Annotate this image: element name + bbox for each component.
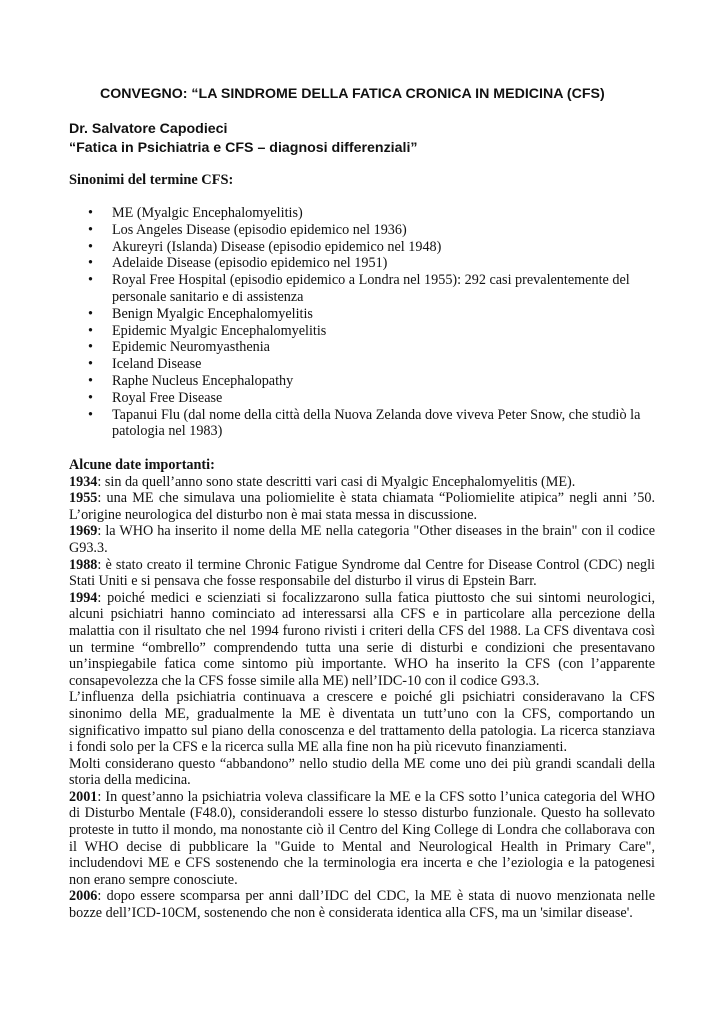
date-text: : è stato creato il termine Chronic Fatigue Syndrome dal Centre for Disease Control (CDC) negli Stati Uniti e si pensava che fosse responsabile del disturbo il virus di Epstein Barr. <box>69 556 655 590</box>
date-text: : poiché medici e scienziati si focalizzarono sulla fatica piuttosto che sui sintomi neurologici, alcuni psichiatri hanno cominciato ad interessarsi alla CFS e in particolare alla percezione della malattia con il risultato che nel 1994 furono rivisti i criteri della CFS del 1988. La CFS diventava così un termine “ombrello” comprendendo tutta una serie di disturbi e condizioni che presentavano un’inspiegabile fatica come sintomo più importante. WHO ha inserito la CFS (con l’apparente consapevolezza che la CFS fosse simile alla ME) nell’IDC-10 con il codice G93.3. <box>69 589 655 689</box>
speaker-block <box>69 120 417 158</box>
date-entry <box>69 557 655 590</box>
list-item: • Tapanui Flu (dal nome della città della Nuova Zelanda dove viveva Peter Snow, che studiò la patologia nel 1983) <box>88 406 641 440</box>
date-entry <box>69 789 655 889</box>
list-item: • Epidemic Myalgic Encephalomyelitis <box>88 322 327 339</box>
bullet-icon: • <box>88 389 93 406</box>
talk-title: “Fatica in Psichiatria e CFS – diagnosi differenziali” <box>69 140 418 156</box>
synonyms-heading: Sinonimi del termine CFS: <box>69 172 234 188</box>
date-text: : una ME che simulava una poliomielite è stata chiamata “Poliomielite atipica” negli anni ’50. L’origine neurologica del disturbo non è mai stata messa in discussione. <box>69 490 655 523</box>
list-item: • Iceland Disease <box>88 356 202 373</box>
date-year: 1969 <box>69 523 98 540</box>
bullet-icon: • <box>88 205 93 221</box>
list-item: • ME (Myalgic Encephalomyelitis) <box>88 205 303 221</box>
dates-heading: Alcune date importanti: <box>69 457 215 473</box>
date-entry <box>69 888 655 921</box>
dates-section <box>69 457 655 922</box>
date-entry <box>69 523 655 556</box>
date-year: 1934 <box>69 473 98 490</box>
date-year: 2001 <box>69 788 98 805</box>
list-item: • Royal Free Hospital (episodio epidemico a Londra nel 1955): 292 casi prevalentemente del personale sanitario e di assistenza <box>88 272 630 305</box>
list-item: • Adelaide Disease (episodio epidemico nel 1951) <box>88 255 388 272</box>
list-item: • Royal Free Disease <box>88 389 223 406</box>
date-text: : dopo essere scomparsa per anni dall’IDC del CDC, la ME è stata di nuovo menzionata nelle bozze dell’ICD-10CM, sostenendo che non è considerata identica alla CFS, ma un 'similar disease'. <box>69 888 655 922</box>
conference-title: CONVEGNO: “LA SINDROME DELLA FATICA CRONICA IN MEDICINA (CFS) <box>100 86 605 102</box>
bullet-icon: • <box>88 322 93 339</box>
paragraph-text: Molti considerano questo “abbandono” nello studio della ME come uno dei più grandi scandali della storia della medicina. <box>69 755 655 789</box>
bullet-icon: • <box>88 255 93 272</box>
date-entry <box>69 474 655 491</box>
list-item: • Raphe Nucleus Encephalopathy <box>88 372 294 389</box>
date-text: : la WHO ha inserito il nome della ME nella categoria "Other diseases in the brain" con il codice G93.3. <box>69 523 655 556</box>
list-item: • Epidemic Neuromyasthenia <box>88 339 270 356</box>
bullet-icon: • <box>88 356 93 373</box>
paragraph-text: L’influenza della psichiatria continuava a crescere e poiché gli psichiatri consideravano la CFS sinonimo della ME, gradualmente la ME è diventata un tutt’uno con la CFS, comportando un significativo impatto sul piano della conoscenza e del trattamento della patologia. La ricerca stanziava i fondi solo per la CFS e la ricerca sulla ME alla fine non ha più ricevuto finanziamenti. <box>69 689 655 756</box>
list-item: • Los Angeles Disease (episodio epidemico nel 1936) <box>88 221 407 238</box>
list-item: • Akureyri (Islanda) Disease (episodio epidemico nel 1948) <box>88 238 442 255</box>
bullet-icon: • <box>88 372 93 389</box>
list-item: • Benign Myalgic Encephalomyelitis <box>88 305 313 322</box>
paragraph <box>69 689 655 755</box>
date-entry <box>69 490 655 523</box>
bullet-icon: • <box>88 238 93 255</box>
date-year: 1955 <box>69 490 98 507</box>
speaker-name: Dr. Salvatore Capodieci <box>69 121 228 137</box>
bullet-icon: • <box>88 272 93 289</box>
date-text: : sin da quell’anno sono state descritti vari casi di Myalgic Encephalomyelitis (ME). <box>97 473 576 490</box>
bullet-icon: • <box>88 406 93 423</box>
date-text: : In quest’anno la psichiatria voleva classificare la ME e la CFS sotto l’unica categoria del WHO di Disturbo Mentale (F48.0), considerandoli essere lo stesso disturbo funzionale. Questo ha sollevato proteste in tutto il mondo, ma nonostante ciò il Centro del King College di Londra che collaborava con il WHO decise di pubblicare la "Guide to Mental and Neurological Health in Primary Care", includendovi ME e CFS sostenendo che la terminologia era incerta e che l’eziologia e la patogenesi non erano sempre conosciute. <box>69 788 655 888</box>
date-year: 2006 <box>69 888 98 905</box>
bullet-icon: • <box>88 221 93 238</box>
date-entry <box>69 590 655 690</box>
date-year: 1988 <box>69 556 98 573</box>
bullet-icon: • <box>88 339 93 356</box>
synonyms-list <box>69 205 669 440</box>
date-year: 1994 <box>69 589 98 606</box>
paragraph <box>69 756 655 789</box>
bullet-icon: • <box>88 305 93 322</box>
